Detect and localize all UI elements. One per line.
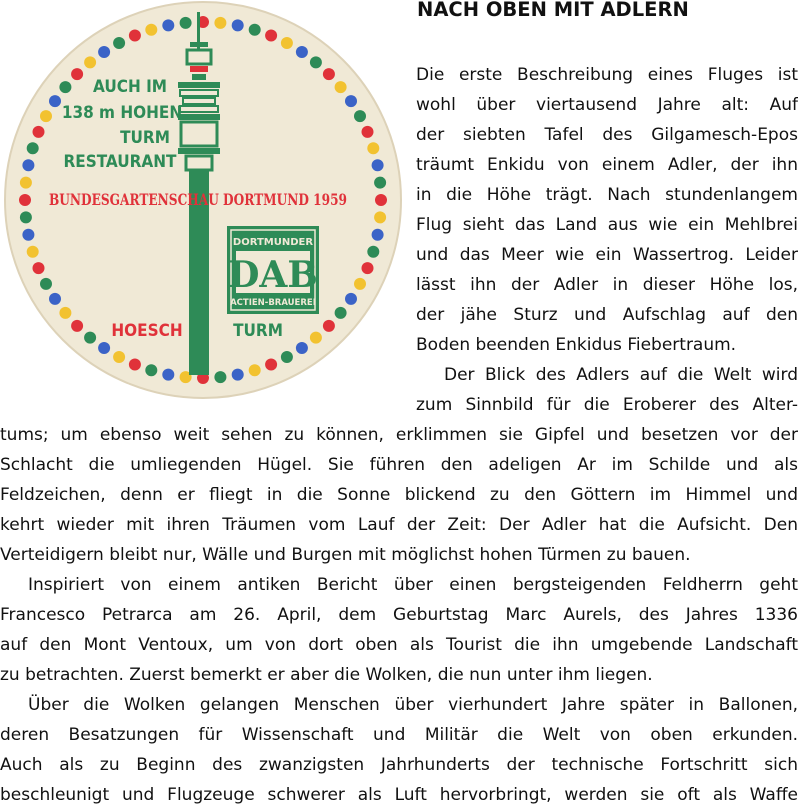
- text-line: lässt ihn der Adler in dieser Höhe los,: [416, 275, 798, 295]
- coaster-dot: [296, 46, 308, 58]
- coaster-dot: [19, 194, 31, 206]
- text-line: der jähe Sturz und Aufschlag auf den: [416, 305, 798, 325]
- coaster-dot: [367, 246, 379, 258]
- coaster-dot: [20, 177, 32, 189]
- coaster-dot: [367, 142, 379, 154]
- coaster-dot: [249, 364, 261, 376]
- coaster-text-line-2: 138 m HOHEN: [61, 103, 183, 123]
- article-column-text: [416, 60, 798, 420]
- coaster-dot: [98, 342, 110, 354]
- coaster-dot: [354, 278, 366, 290]
- coaster-dot: [129, 30, 141, 42]
- coaster-dot: [323, 68, 335, 80]
- dab-logo-top: DORTMUNDER: [232, 237, 314, 248]
- text-line: Auch als zu Beginn des zwanzigsten Jahrhunderts der technische Fortschritt sich: [0, 755, 798, 775]
- beer-coaster-image: [0, 0, 410, 400]
- text-line: und das Meer wie ein Wassertrog. Leider: [416, 245, 798, 265]
- coaster-dot: [372, 229, 384, 241]
- coaster-dot: [249, 24, 261, 36]
- dab-logo-main: DAB: [228, 254, 318, 296]
- coaster-dot: [180, 17, 192, 29]
- text-line: Über die Wolken gelangen Menschen über vierhundert Jahre später in Ballonen,: [28, 695, 798, 715]
- text-line: Feldzeichen, denn er fliegt in die Sonne blickend zu den Göttern im Himmel und: [0, 485, 798, 505]
- coaster-dot: [71, 320, 83, 332]
- text-line: Boden beenden Enkidus Fiebertraum.: [416, 335, 737, 355]
- coaster-text-line-1: AUCH IM: [93, 77, 167, 97]
- coaster-dot: [71, 68, 83, 80]
- text-line: deren Besatzungen für Wissenschaft und Militär die Welt von oben erkunden.: [0, 725, 798, 745]
- coaster-dot: [129, 359, 141, 371]
- coaster-dot: [310, 332, 322, 344]
- text-line: zum Sinnbild für die Eroberer des Alter-: [416, 395, 798, 415]
- coaster-svg: [0, 0, 410, 400]
- coaster-dot: [362, 126, 374, 138]
- coaster-dot: [265, 30, 277, 42]
- coaster-dot: [33, 126, 45, 138]
- text-line: der siebten Tafel des Gilgamesch-Epos: [416, 125, 798, 145]
- coaster-dot: [22, 159, 34, 171]
- article-title: NACH OBEN MIT ADLERN: [417, 0, 689, 21]
- coaster-dot: [49, 293, 61, 305]
- coaster-dot: [20, 211, 32, 223]
- coaster-dot: [49, 95, 61, 107]
- coaster-dot: [265, 359, 277, 371]
- text-line: in die Höhe trägt. Nach stundenlangem: [416, 185, 798, 205]
- coaster-dot: [374, 177, 386, 189]
- coaster-dot: [374, 211, 386, 223]
- coaster-dot: [214, 17, 226, 29]
- coaster-dot: [335, 81, 347, 93]
- coaster-dot: [145, 364, 157, 376]
- dab-logo: [227, 226, 319, 314]
- coaster-dot: [27, 142, 39, 154]
- coaster-dot: [113, 351, 125, 363]
- coaster-dot: [310, 56, 322, 68]
- text-line: kehrt wieder mit ihren Träumen vom Lauf der Zeit: Der Adler hat die Aufsicht. Den: [0, 515, 798, 535]
- coaster-dot: [281, 37, 293, 49]
- coaster-event-text: BUNDESGARTENSCHAU DORTMUND 1959: [49, 190, 347, 209]
- coaster-dot: [323, 320, 335, 332]
- coaster-dot: [345, 293, 357, 305]
- coaster-dot: [296, 342, 308, 354]
- coaster-dot: [372, 159, 384, 171]
- text-line: auf den Mont Ventoux, um von dort oben als Tourist die ihn umgebende Landschaft: [0, 635, 798, 655]
- coaster-dot: [84, 332, 96, 344]
- coaster-dot: [40, 110, 52, 122]
- coaster-dot: [59, 307, 71, 319]
- coaster-dot: [27, 246, 39, 258]
- coaster-dot: [232, 19, 244, 31]
- text-line: wohl über viertausend Jahre alt: Auf: [416, 95, 798, 115]
- text-line: Verteidigern bleibt nur, Wälle und Burgen mit möglichst hohen Türmen zu bauen.: [0, 545, 691, 565]
- coaster-dot: [33, 262, 45, 274]
- coaster-dot: [162, 19, 174, 31]
- text-line: Flug sieht das Land aus wie ein Mehlbrei: [416, 215, 798, 235]
- text-line: Francesco Petrarca am 26. April, dem Geburtstag Marc Aurels, des Jahres 1336: [0, 605, 798, 625]
- coaster-dot: [214, 371, 226, 383]
- coaster-dot: [113, 37, 125, 49]
- article-body-text: [0, 420, 798, 810]
- coaster-text-line-3: TURM: [120, 128, 170, 148]
- coaster-dot: [84, 56, 96, 68]
- coaster-dot: [98, 46, 110, 58]
- coaster-hoesch-text: HOESCH: [111, 321, 183, 341]
- coaster-dot: [281, 351, 293, 363]
- coaster-dot: [375, 194, 387, 206]
- text-line: träumt Enkidu von einem Adler, der ihn: [416, 155, 798, 175]
- coaster-dot: [362, 262, 374, 274]
- text-line: Schlacht die umliegenden Hügel. Sie führen den adeligen Ar im Schilde und als: [0, 455, 798, 475]
- coaster-dot: [40, 278, 52, 290]
- text-line: Die erste Beschreibung eines Fluges ist: [416, 65, 798, 85]
- coaster-dot: [145, 24, 157, 36]
- text-line: Der Blick des Adlers auf die Welt wird: [444, 365, 798, 385]
- coaster-dot: [354, 110, 366, 122]
- text-line: Inspiriert von einem antiken Bericht über einen bergsteigenden Feldherrn geht: [28, 575, 798, 595]
- coaster-dot: [335, 307, 347, 319]
- coaster-dot: [22, 229, 34, 241]
- text-line: zu betrachten. Zuerst bemerkt er aber die Wolken, die nun unter ihm liegen.: [0, 665, 653, 685]
- coaster-turm-text: TURM: [233, 321, 283, 341]
- coaster-dot: [162, 369, 174, 381]
- coaster-dot: [232, 369, 244, 381]
- dab-logo-bottom: ACTIEN-BRAUEREI: [230, 298, 316, 308]
- text-line: tums; um ebenso weit sehen zu können, erklimmen sie Gipfel und besetzen vor der: [0, 425, 798, 445]
- coaster-dot: [59, 81, 71, 93]
- coaster-text-line-4: RESTAURANT: [63, 152, 177, 172]
- text-line: beschleunigt und Flugzeuge schwerer als Luft hervorbringt, werden sie oft als Waffe: [0, 785, 798, 805]
- coaster-dot: [345, 95, 357, 107]
